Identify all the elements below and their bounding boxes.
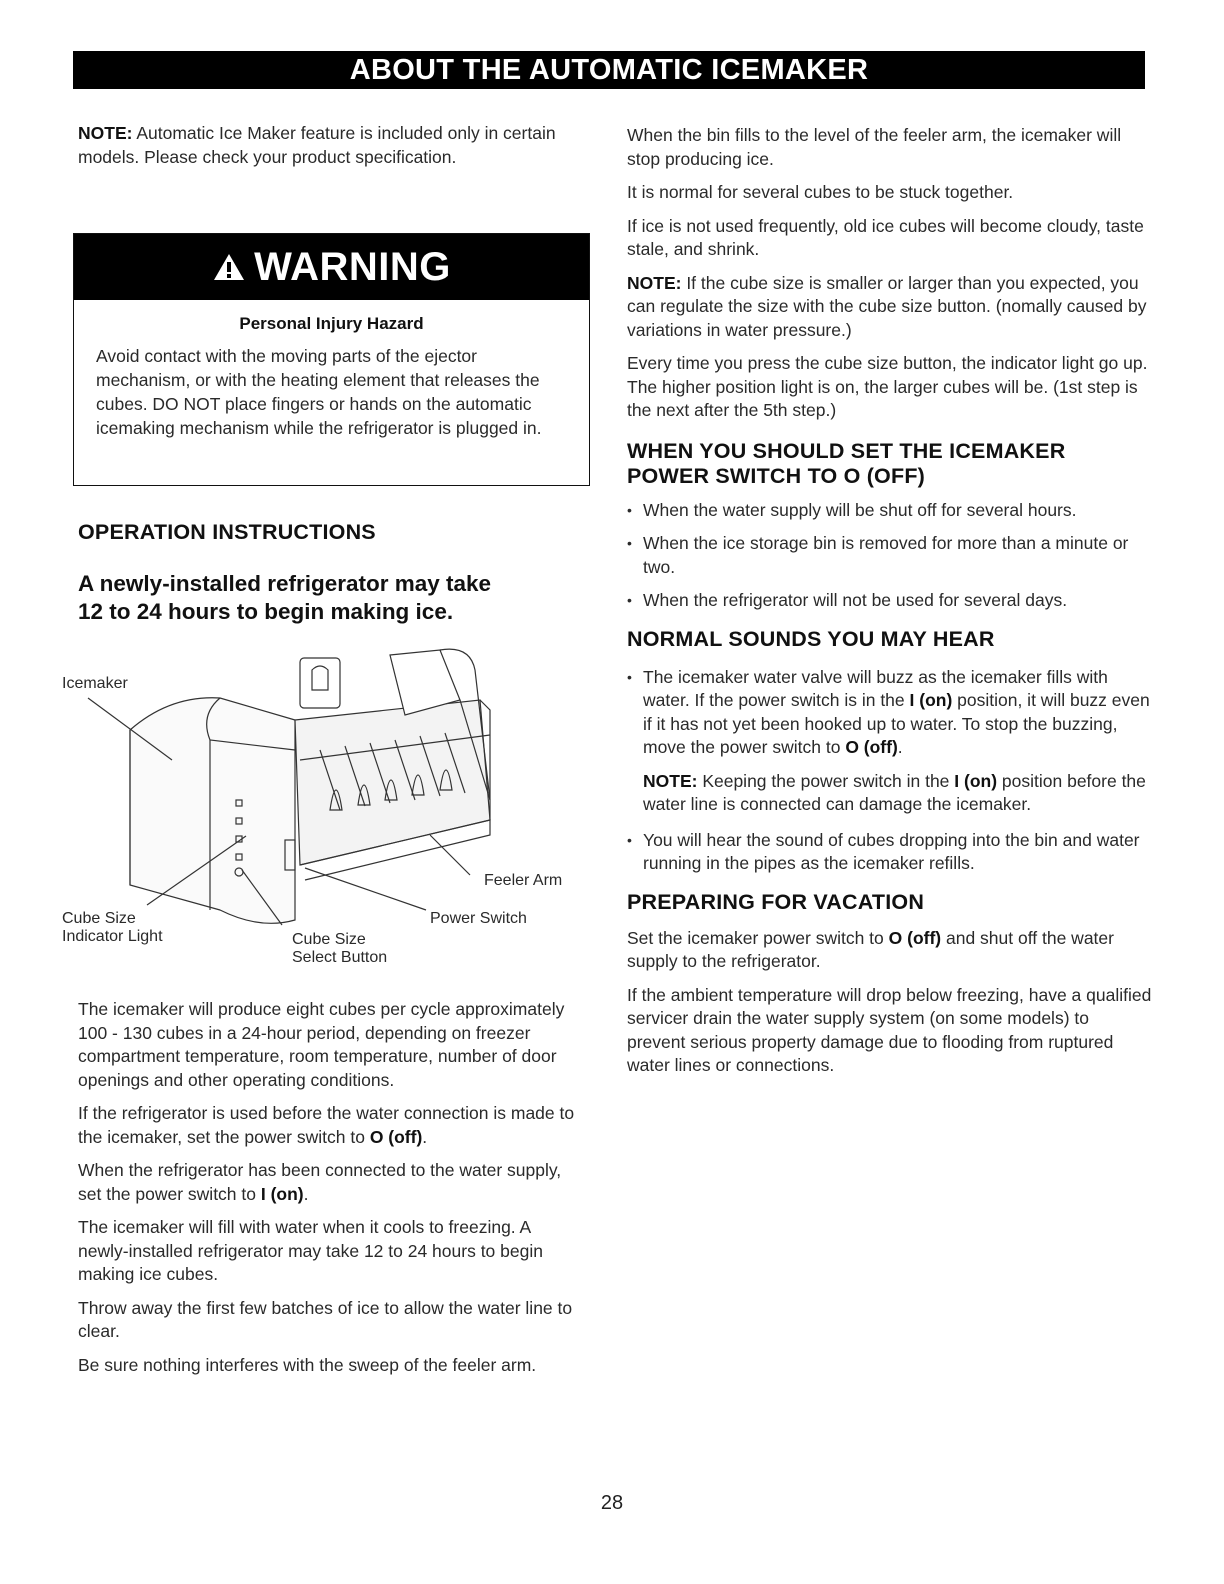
sounds-bullets xyxy=(627,666,1152,760)
warning-text: Avoid contact with the moving parts of the ejector mechanism, or with the heating element that releases the cubes. DO NOT place fingers or hands on the automatic icemaking mechanism while the refrigerator is plugged in. xyxy=(96,346,542,438)
para-connected: When the refrigerator has been connected to the water supply, set the power switch to I (on). xyxy=(78,1160,562,1204)
label-feeler-arm: Feeler Arm xyxy=(484,872,563,889)
para-throw-away: Throw away the first few batches of ice to allow the water line to clear. xyxy=(78,1297,573,1341)
vacation-para-2: If the ambient temperature will drop below freezing, have a qualified servicer drain the water supply system (on some models) to prevent serious property damage due to flooding from ruptured water lines or connections. xyxy=(627,984,1152,1075)
right-para-indicator: Every time you press the cube size button, the indicator light go up. The higher position light is on, the larger cubes will be. (1st step is the next after the 5th step.) xyxy=(627,353,1148,420)
list-item: • When the refrigerator will not be used for several days. xyxy=(627,589,1152,613)
off-heading-line-1: WHEN YOU SHOULD SET THE ICEMAKER xyxy=(627,438,1066,463)
label-cube-size-select-line2: Select Button xyxy=(292,949,388,966)
list-item: • When the water supply will be shut off for several hours. xyxy=(627,499,1152,523)
left-note xyxy=(78,122,588,169)
label-cube-size-indicator-line1: Cube Size xyxy=(62,910,136,927)
label-cube-size-indicator xyxy=(62,910,163,946)
vacation-para-1: Set the icemaker power switch to O (off) and shut off the water supply to the refrigerator. xyxy=(627,927,1114,971)
label-cube-size-indicator-line2: Indicator Light xyxy=(62,928,163,945)
note-text: Automatic Ice Maker feature is included only in certain models. Please check your product specification. xyxy=(78,123,556,167)
icemaker-figure xyxy=(60,640,590,970)
warning-box xyxy=(73,233,590,486)
callout-line-1: A newly-installed refrigerator may take xyxy=(78,571,492,596)
callout-line-2: 12 to 24 hours to begin making ice. xyxy=(78,599,454,624)
page-banner: ABOUT THE AUTOMATIC ICEMAKER xyxy=(73,51,1145,89)
off-bullets xyxy=(627,499,1152,613)
warning-title: WARNING xyxy=(254,244,451,289)
warning-header xyxy=(74,234,589,300)
sounds-bullets-2 xyxy=(627,829,1152,876)
label-icemaker: Icemaker xyxy=(62,675,128,692)
list-item: • You will hear the sound of cubes dropping into the bin and water running in the pipes as the icemaker refills. xyxy=(627,829,1152,876)
para-before-water: If the refrigerator is used before the water connection is made to the icemaker, set the power switch to O (off). xyxy=(78,1103,575,1147)
label-cube-size-select-line1: Cube Size xyxy=(292,931,366,948)
right-para-bin-fills: When the bin fills to the level of the feeler arm, the icemaker will stop producing ice. xyxy=(627,125,1122,169)
label-cube-size-select xyxy=(292,931,387,967)
list-item: • The icemaker water valve will buzz as the icemaker fills with water. If the power switch is in the I (on) position, it will buzz even if it has not yet been hooked up to water. To stop the buzzing, move the power switch to O (off). xyxy=(627,666,1152,760)
para-fill: The icemaker will fill with water when it cools to freezing. A newly-installed refrigerator may take 12 to 24 hours to begin making ice cubes. xyxy=(78,1217,543,1284)
right-para-stuck: It is normal for several cubes to be stuck together. xyxy=(627,182,1014,202)
off-heading-line-2: POWER SWITCH TO O (OFF) xyxy=(627,463,926,488)
note-label: NOTE: xyxy=(78,123,133,143)
right-para-cloudy: If ice is not used frequently, old ice cubes will become cloudy, taste stale, and shrink. xyxy=(627,215,1144,259)
para-feeler-arm: Be sure nothing interferes with the sweep of the feeler arm. xyxy=(78,1354,537,1375)
note-power-switch: NOTE: Keeping the power switch in the I (on) position before the water line is connected can damage the icemaker. xyxy=(643,770,1146,814)
vacation-heading: PREPARING FOR VACATION xyxy=(627,889,925,914)
sounds-heading: NORMAL SOUNDS YOU MAY HEAR xyxy=(627,626,995,651)
list-item: • When the ice storage bin is removed for more than a minute or two. xyxy=(627,532,1152,579)
warning-triangle-icon xyxy=(212,252,246,282)
right-note-cube-size: NOTE: If the cube size is smaller or larger than you expected, you can regulate the size with the cube size button. (nomally caused by variations in water pressure.) xyxy=(627,272,1147,340)
label-power-switch: Power Switch xyxy=(430,910,527,927)
page-number: 28 xyxy=(600,1492,624,1514)
para-production: The icemaker will produce eight cubes per cycle approximately 100 - 130 cubes in a 24-hour period, depending on freezer compartment temperature, room temperature, number of door openings and other operating conditions. xyxy=(78,999,565,1090)
warning-subtitle: Personal Injury Hazard xyxy=(239,314,424,333)
operation-heading: OPERATION INSTRUCTIONS xyxy=(78,520,376,544)
